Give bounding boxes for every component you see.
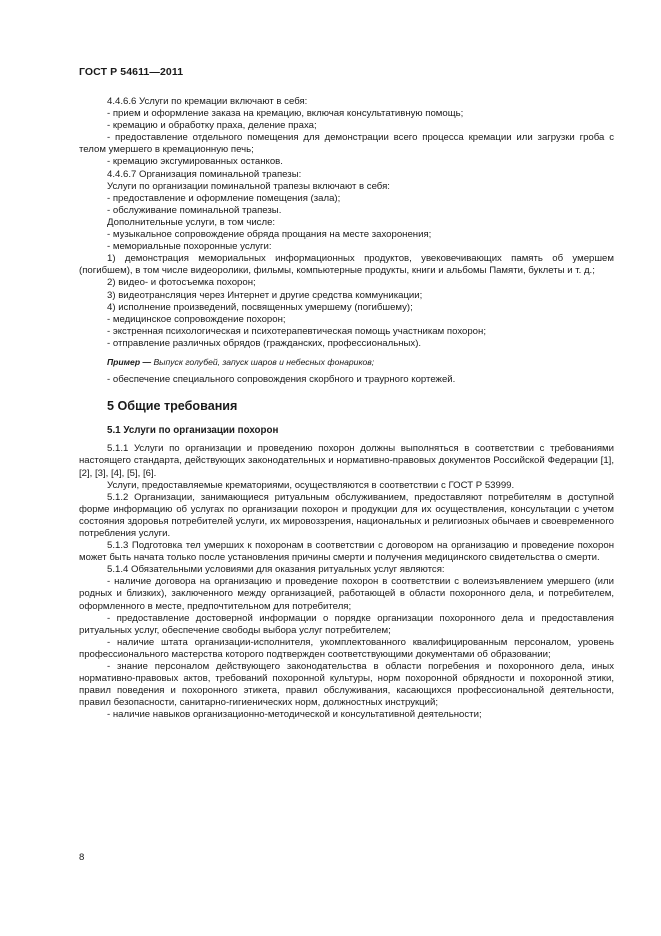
example-text: Выпуск голубей, запуск шаров и небесных фонариков; — [153, 356, 375, 367]
clause-5-1-4: 5.1.4 Обязательными условиями для оказания ритуальных услуг являются: — [107, 564, 445, 576]
page-number: 8 — [79, 852, 85, 863]
list-item: - знание персоналом действующего законодательства в области погребения и похоронного дела, иных нормативно-правовых актов, требований похоронной культуры, норм похоронной обрядности и похоронной этики, правил поведения и похоронного этикета, правил обслуживания, касающихся профессиональной деятельности, правил безопасности, санитарно-гигиенических норм, должностных инструкций; — [79, 661, 614, 709]
list-item: - наличие штата организации-исполнителя, укомплектованного квалифицированным персоналом, уровень профессионального мастерства которого подтвержден соответствующими документами об образовании; — [79, 636, 614, 660]
list-item: - наличие навыков организационно-методической и консультативной деятельности; — [107, 709, 482, 721]
list-item: - экстренная психологическая и психотерапевтическая помощь участникам похорон; — [107, 325, 486, 337]
document-header: ГОСТ Р 54611—2011 — [79, 66, 184, 78]
list-item: - музыкальное сопровождение обряда прощания на месте захоронения; — [107, 229, 432, 241]
example-label: Пример — — [107, 356, 154, 367]
list-item: - кремацию и обработку праха, деление праха; — [107, 120, 317, 132]
clause-5-1-1: 5.1.1 Услуги по организации и проведению похорон должны выполняться в соответствии с требованиями настоящего стандарта, действующих законодательных и нормативно-правовых документов Российской Федерации [1], [2], [3], [4], [5], [6]. — [79, 443, 614, 479]
numbered-item: 1) демонстрация мемориальных информационных продуктов, увековечивающих память об умершем (погибшем), в том числе видеоролики, фильмы, компьютерные продукты, книги и альбомы Памяти, буклеты и т. д.; — [79, 253, 614, 277]
section-5-heading: 5 Общие требования — [107, 399, 238, 414]
numbered-item: 4) исполнение произведений, посвященных умершему (погибшему); — [107, 301, 413, 313]
list-item: - наличие договора на организацию и проведение похорон в соответствии с волеизъявлением умершего (или родных и близких), заключенного между организацией, работающей в области похоронного дела, и потребителем, оформленного в месте, предпочтительном для потребителя; — [79, 576, 614, 612]
list-item: - обеспечение специального сопровождения скорбного и траурного кортежей. — [107, 374, 456, 386]
paragraph: Услуги по организации поминальной трапезы включают в себя: — [107, 180, 390, 192]
list-item: - предоставление и оформление помещения (зала); — [107, 192, 341, 204]
page-body — [79, 96, 614, 722]
list-item: - обслуживание поминальной трапезы. — [107, 204, 282, 216]
list-item: - предоставление отдельного помещения для демонстрации всего процесса кремации или загрузки гроба с телом умершего в кремационную печь; — [79, 132, 614, 156]
list-item: - медицинское сопровождение похорон; — [107, 313, 286, 325]
numbered-item: 2) видео- и фотосъемка похорон; — [107, 277, 256, 289]
example-note — [79, 356, 614, 368]
clause-4-4-6-7: 4.4.6.7 Организация поминальной трапезы: — [107, 168, 302, 180]
list-item: - прием и оформление заказа на кремацию, включая консультативную помощь; — [107, 108, 464, 120]
clause-5-1-3: 5.1.3 Подготовка тел умерших к похоронам в соответствии с договором на организацию и проведение похорон может быть начата только после установления причины смерти и получения медицинского свидетельства о смерти. — [79, 540, 614, 564]
clause-4-4-6-6: 4.4.6.6 Услуги по кремации включают в себя: — [107, 96, 308, 107]
paragraph: Дополнительные услуги, в том числе: — [107, 216, 276, 228]
paragraph: Услуги, предоставляемые крематориями, осуществляются в соответствии с ГОСТ Р 53999. — [107, 479, 515, 491]
subsection-5-1-heading: 5.1 Услуги по организации похорон — [107, 425, 279, 437]
clause-5-1-2: 5.1.2 Организации, занимающиеся ритуальным обслуживанием, предоставляют потребителям в доступной форме информацию об услугах по организации похорон и продукции для их осуществления, консультации с учетом состояния здоровья потребителей услуги, их мировоззрения, национальных и религиозных обычаев и своевременного потребления услуги. — [79, 491, 614, 539]
numbered-item: 3) видеотрансляция через Интернет и другие средства коммуникации; — [107, 289, 423, 301]
list-item: - отправление различных обрядов (гражданских, профессиональных). — [107, 337, 422, 349]
list-item: - мемориальные похоронные услуги: — [107, 241, 272, 253]
list-item: - кремацию эксгумированных останков. — [107, 156, 283, 168]
list-item: - предоставление достоверной информации о порядке организации похоронного дела и предоставления ритуальных услуг, обеспечение свободы выбора услуг потребителем; — [79, 612, 614, 636]
